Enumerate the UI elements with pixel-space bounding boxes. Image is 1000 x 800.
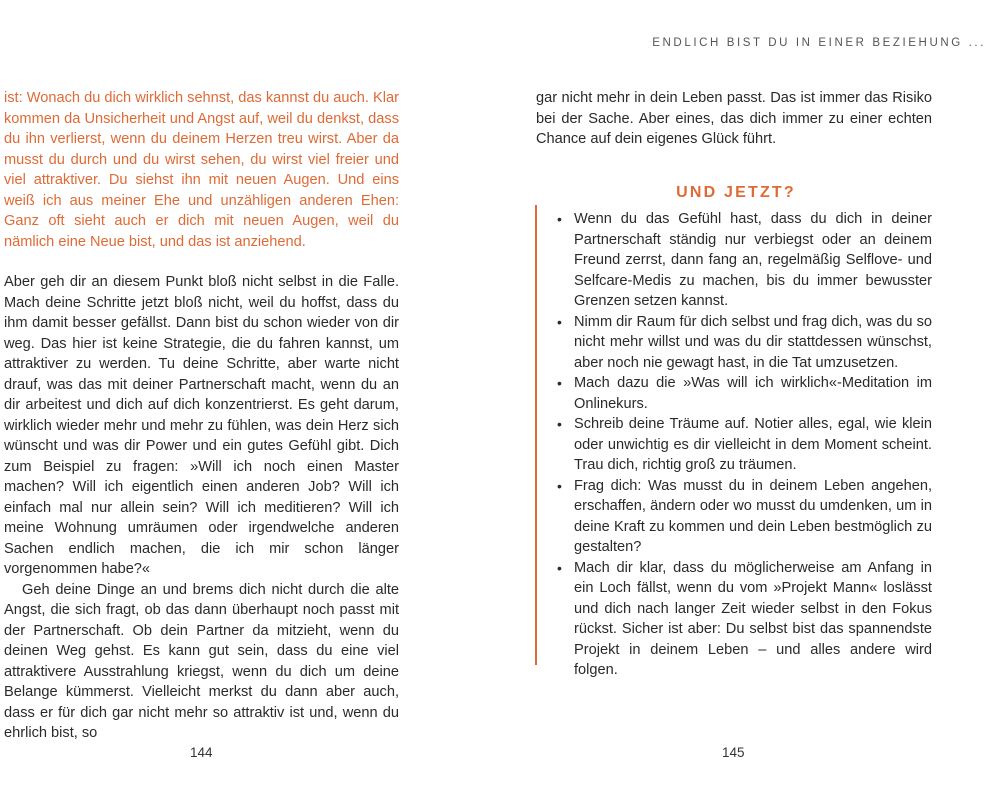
left-body-text bbox=[4, 272, 399, 744]
bullet-item: • Mach dazu die »Was will ich wirklich«-Meditation im Onlinekurs. bbox=[556, 373, 932, 414]
right-body-text bbox=[536, 88, 932, 150]
page-number-right: 145 bbox=[722, 745, 745, 760]
page-number-left: 144 bbox=[190, 745, 213, 760]
body-paragraph-1: Aber geh dir an diesem Punkt bloß nicht selbst in die Falle. Mach deine Schritte jetzt bloß nicht, weil du hoffst, dass du ihm damit besser gefällst. Dann bist du schon wieder von dir weg. Das hier ist keine Strategie, die du fahren kannst, um attraktiver zu werden. Tu deine Schritte, aber warte nicht drauf, was das mit deiner Partnerschaft macht, wenn du an dir arbeitest und dich auf dich konzentrierst. Es geht darum, wirklich wieder mehr und mehr zu fühlen, was dein Herz sich wünscht und was dir Power und ein gutes Gefühl gibt. Dich zum Beispiel zu fragen: »Will ich noch einen Master machen? Will ich eigentlich einen anderen Job? Will ich einfach mal nur allein sein? Will ich meditieren? Will ich meine Wohnung umräumen oder irgendwelche anderen Sachen endlich machen, die ich mir schon länger vorgenommen habe?« bbox=[4, 274, 399, 577]
bullet-item: • Wenn du das Gefühl hast, dass du dich in deiner Partnerschaft ständig nur verbiegst oder an deinem Freund zerrst, dann fang an, regelmäßig Selflove- und Selfcare-Medis zu machen, bis du immer bewusster Grenzen setzen kannst. bbox=[556, 209, 932, 312]
quote-paragraph: ist: Wonach du dich wirklich sehnst, das kannst du auch. Klar kommen da Unsicherheit und Angst auf, weil du denkst, dass du ihn verlierst, wenn du deinem Herzen treu wirst. Aber da musst du durch und du wirst sehen, du wirst viel freier und viel attraktiver. Du siehst ihn mit neuen Augen. Und eins weiß ich aus meiner Ehe und unzähligen anderen Ehen: Ganz oft sieht auch er dich mit neuen Augen, weil du nämlich eine Neue bist, und das ist anziehend. bbox=[4, 90, 399, 250]
bullet-item: • Schreib deine Träume auf. Notier alles, egal, wie klein oder unwichtig es dir vielleicht in dem Moment scheint. Trau dich, richtig groß zu träumen. bbox=[556, 414, 932, 476]
box-side-rule bbox=[535, 205, 537, 665]
box-title: UND JETZT? bbox=[676, 184, 796, 201]
bullet-item: • Frag dich: Was musst du in deinem Leben angehen, erschaffen, ändern oder wo musst du umdenken, um in deine Kraft zu kommen und dein Leben bestmöglich zu gestalten? bbox=[556, 476, 932, 558]
highlighted-quote bbox=[4, 88, 399, 252]
body-paragraph-top: gar nicht mehr in dein Leben passt. Das ist immer das Risiko bei der Sache. Aber eines, das dich immer zu einer echten Chance auf dein eigenes Glück führt. bbox=[536, 90, 932, 147]
body-paragraph-2: Geh deine Dinge an und brems dich nicht durch die alte Angst, die sich fragt, ob das dann überhaupt noch passt mit der Partnerschaft. Ob dein Partner da mitzieht, wenn du deinen Weg gehst. Es kann gut sein, dass du eine viel attraktivere Ausstrahlung kriegst, wenn du dich um deine Belange kümmerst. Vielleicht merkst du dann aber auch, dass er für dich gar nicht mehr so attraktiv ist und, wenn du ehrlich bist, so bbox=[4, 581, 399, 741]
bullet-item: • Nimm dir Raum für dich selbst und frag dich, was du so nicht mehr willst und was du dir stattdessen wünschst, aber noch nie gewagt hast, in die Tat umzusetzen. bbox=[556, 312, 932, 374]
running-head: ENDLICH BIST DU IN EINER BEZIEHUNG ... bbox=[652, 37, 986, 49]
bullet-item: • Mach dir klar, dass du möglicherweise am Anfang in ein Loch fällst, wenn du vom »Projekt Mann« loslässt und dich nach langer Zeit wieder selbst in den Fokus rückst. Sicher ist aber: Du selbst bist das spannendste Projekt in deinem Leben – und alles andere wird folgen. bbox=[556, 558, 932, 681]
bullet-list bbox=[556, 209, 932, 681]
right-page bbox=[500, 0, 1000, 800]
